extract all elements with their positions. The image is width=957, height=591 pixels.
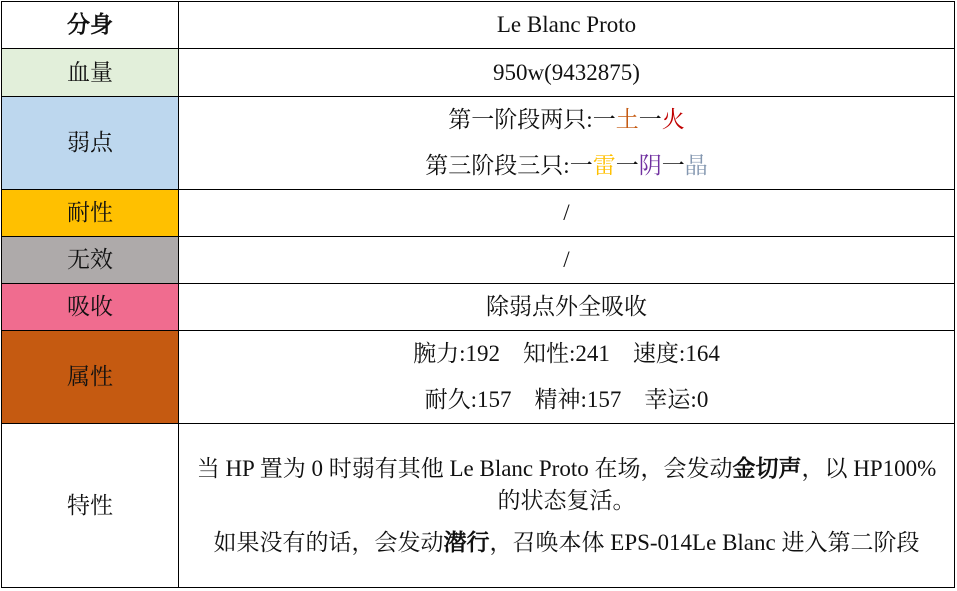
phase1-separator: 一 [638, 107, 662, 132]
phase3-separator: 一 [615, 153, 639, 178]
trait-p2-text-end: ，召唤本体 EPS-014Le Blanc 进入第二阶段 [489, 529, 920, 555]
phase3-separator: 一 [569, 153, 593, 178]
stats-line-2: 耐久:157 精神:157 幸运:0 [424, 387, 709, 412]
resist-value: / [179, 190, 955, 237]
row-resist [2, 190, 955, 237]
trait-p1-text-end: ，以 HP100%的状态复活。 [497, 455, 937, 513]
phase1-element: 火 [661, 107, 685, 132]
null-value: / [179, 237, 955, 284]
trait-p1-text: 当 HP 置为 0 时弱有其他 Le Blanc Proto 在场，会发动 [196, 455, 733, 481]
resist-label: 耐性 [2, 190, 179, 237]
row-absorb [2, 284, 955, 331]
header-value: Le Blanc Proto [179, 2, 955, 49]
null-label: 无效 [2, 237, 179, 284]
header-label: 分身 [2, 2, 179, 49]
phase3-prefix: 第三阶段三只: [425, 153, 570, 178]
trait-paragraph-1 [187, 453, 946, 517]
row-stats [2, 331, 955, 424]
boss-info-table [1, 1, 955, 588]
trait-label: 特性 [2, 424, 179, 588]
row-header [2, 2, 955, 49]
row-null [2, 237, 955, 284]
weakness-value [179, 97, 955, 190]
stats-line-1: 腕力:192 知性:241 速度:164 [413, 341, 720, 366]
absorb-value: 除弱点外全吸收 [179, 284, 955, 331]
hp-value: 950w(9432875) [179, 49, 955, 97]
trait-value [179, 424, 955, 588]
stats-label: 属性 [2, 331, 179, 424]
phase3-element: 雷 [592, 153, 616, 178]
phase1-element: 土 [615, 107, 639, 132]
weakness-label: 弱点 [2, 97, 179, 190]
phase1-separator: 一 [592, 107, 616, 132]
absorb-label: 吸收 [2, 284, 179, 331]
trait-paragraph-2 [187, 527, 946, 559]
phase3-element: 阴 [638, 153, 662, 178]
row-hp [2, 49, 955, 97]
phase3-separator: 一 [661, 153, 685, 178]
phase1-prefix: 第一阶段两只: [448, 107, 593, 132]
skill-name-stealth: 潜行 [443, 529, 490, 555]
hp-label: 血量 [2, 49, 179, 97]
skill-name-metal-scream: 金切声 [732, 455, 802, 481]
stats-value [179, 331, 955, 424]
row-weakness [2, 97, 955, 190]
weakness-phase1 [187, 104, 946, 136]
trait-p2-text: 如果没有的话，会发动 [213, 529, 444, 555]
weakness-phase3 [187, 150, 946, 182]
row-trait [2, 424, 955, 588]
phase3-element: 晶 [684, 153, 708, 178]
